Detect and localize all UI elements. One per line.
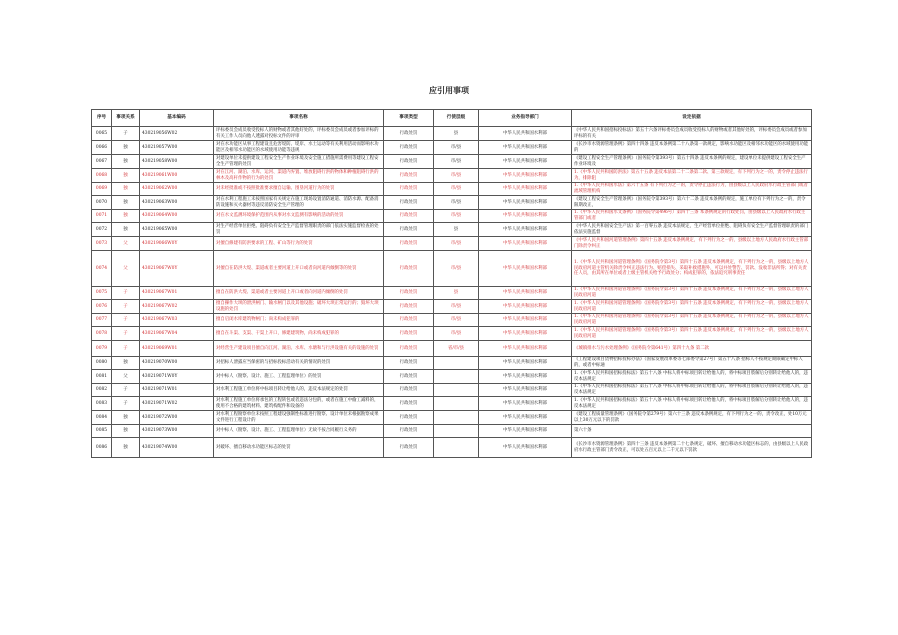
cell-no: 0076 xyxy=(92,300,112,314)
cell-basis: 《工程建设项目货物招标投标办法》（国家发展改革委等七部委令第27号）第五十八条 招标人不按规定期限确定中标人的，或者中标通 xyxy=(572,357,812,370)
cell-type: 行政处罚 xyxy=(384,210,434,223)
cell-type: 行政处罚 xyxy=(384,237,434,251)
cell-basis: 1.《中华人民共和国河道管理条例》（国务院令第3号）第四十五条 违反本条例规定，有下列行为之一的，县级以上地方人民政府河道 xyxy=(572,314,812,327)
cell-level: 市/县 xyxy=(434,300,479,314)
cell-basis: 1.《中华人民共和国河道管理条例》（国务院令第3号）第四十五条 违反本条例规定，有下列行为之一的，县级以上地方人民政府河道 xyxy=(572,300,812,314)
cell-no: 0071 xyxy=(92,210,112,223)
cell-level: 市/县 xyxy=(434,237,479,251)
cell-code: 430219074W00 xyxy=(140,438,214,458)
cell-level: 市/县 xyxy=(434,155,479,169)
cell-type: 行政处罚 xyxy=(384,425,434,438)
cell-basis: 1.《中华人民共和国招标投标法》第五十八条 中标人将中标项目转让给他人的，将中标项目肢解后分别转让给他人的，违反本法规定 xyxy=(572,370,812,384)
table-row xyxy=(92,127,812,141)
table-row xyxy=(92,411,812,425)
page-title: 应引用事项 xyxy=(429,86,469,95)
cell-relation: 独 xyxy=(112,196,140,210)
table-row xyxy=(92,370,812,384)
cell-level: 市/县 xyxy=(434,169,479,183)
cell-level: 市/县 xyxy=(434,210,479,223)
cell-name: 对擅自修建有防洪要求的工程、矿山等行为的处罚 xyxy=(214,237,384,251)
cell-code: 430219067W0Y xyxy=(140,251,214,287)
cell-name: 对破坏、擅自移动水功能区标志的处罚 xyxy=(214,438,384,458)
cell-code: 430219067W03 xyxy=(140,314,214,327)
cell-code: 430219063W00 xyxy=(140,196,214,210)
cell-type: 行政处罚 xyxy=(384,127,434,141)
cell-basis: 1.《中华人民共和国河道管理条例》（国务院令第3号）第四十五条 违反本条例规定，有下列行为之一的，县级以上地方人民政府河道 xyxy=(572,327,812,341)
table-row xyxy=(92,314,812,327)
table-row xyxy=(92,341,812,357)
cell-basis: 《建设工程安全生产管理条例》（国务院令第393号）第六十二条 违反本条例的规定，施工单位有下列行为之一的，责令限期改正， xyxy=(572,196,812,210)
cell-code: 430219064W00 xyxy=(140,210,214,223)
table-row xyxy=(92,183,812,196)
cell-code: 430219056W02 xyxy=(140,127,214,141)
col-header-basis: 设定依据 xyxy=(572,110,812,127)
cell-code: 430219067W01 xyxy=(140,287,214,300)
cell-code: 430219065W00 xyxy=(140,223,214,237)
cell-code: 430219067W04 xyxy=(140,327,214,341)
cell-type: 行政处罚 xyxy=(384,384,434,397)
cell-basis: 《建设工程质量管理条例》（国务院令第279号）第六十三条 违反本条例规定，有下列行为之一的，责令改正，处10万元以上30万元以下的罚款 xyxy=(572,411,812,425)
cell-code: 430219073W00 xyxy=(140,425,214,438)
cell-basis: 1.《中华人民共和国招标投标法》第五十八条 中标人将中标项目转让给他人的，将中标项目肢解后分别转让给他人的，违反本法规定 xyxy=(572,397,812,411)
cell-dept: 中华人民共和国水利部 xyxy=(479,223,572,237)
table-row xyxy=(92,384,812,397)
cell-level: 市/县 xyxy=(434,251,479,287)
cell-basis: 第六十条 xyxy=(572,425,812,438)
cell-name: 对在江河、湖泊、水库、运河、渠道内弃置、堆放阻碍行洪的物体和种植阻碍行洪的林木及高秆作物的行为的处罚 xyxy=(214,169,384,183)
cell-level xyxy=(434,397,479,411)
cell-name: 评标委员会成员收受投标人的财物或者其他好处的，评标委员会成员或者参加评标的有关工作人员向他人透露对投标文件的评审 xyxy=(214,127,384,141)
cell-name: 对擅自在防洪大堤、渠道或者主要河道上开口或者向河道内倾倒等的处罚 xyxy=(214,251,384,287)
cell-code: 430219057W00 xyxy=(140,141,214,155)
cell-relation: 子 xyxy=(112,397,140,411)
cell-no: 0086 xyxy=(92,438,112,458)
cell-relation: 子 xyxy=(112,384,140,397)
cell-no: 0073 xyxy=(92,237,112,251)
table-row xyxy=(92,287,812,300)
table-row xyxy=(92,327,812,341)
cell-type: 行政处罚 xyxy=(384,357,434,370)
cell-level: 市/县 xyxy=(434,314,479,327)
table-row xyxy=(92,425,812,438)
cell-basis: 《建设工程安全生产管理条例》（国务院令第393号）第五十四条 违反本条例的规定，建设单位未提供建设工程安全生产作业环境及 xyxy=(572,155,812,169)
cell-relation: 独 xyxy=(112,141,140,155)
cell-no: 0080 xyxy=(92,357,112,370)
col-header-level: 行使层级 xyxy=(434,110,479,127)
cell-basis: 《中华人民共和国安全生产法》第一百零五条 违反本法规定，生产经营单位拒绝、阻碍负有安全生产监督管理职责的部门依法实施监督 xyxy=(572,223,812,237)
cell-dept: 中华人民共和国水利部 xyxy=(479,183,572,196)
cell-relation: 父 xyxy=(112,251,140,287)
cell-type: 行政处罚 xyxy=(384,397,434,411)
col-header-relation: 事项关系 xyxy=(112,110,140,127)
cell-level: 县 xyxy=(434,127,479,141)
cell-type: 行政处罚 xyxy=(384,196,434,210)
cell-dept: 中华人民共和国水利部 xyxy=(479,397,572,411)
cell-type: 行政处罚 xyxy=(384,314,434,327)
table-row xyxy=(92,300,812,314)
cell-name: 对中标人（勘察、设计、施工、工程监理单位）无故不按合同履行义务的 xyxy=(214,425,384,438)
cell-relation: 独 xyxy=(112,155,140,169)
cell-no: 0070 xyxy=(92,196,112,210)
cell-basis: 《中华人民共和国河道管理条例》第四十五条 违反本条例规定，有下列行为之一的，县级以上地方人民政府水行政主管部门除责令纠正 xyxy=(572,237,812,251)
cell-name: 对生产经营单位拒绝、阻碍负有安全生产监督管理职责的部门依法实施监督检查的处罚 xyxy=(214,223,384,237)
cell-relation: 子 xyxy=(112,327,140,341)
cell-name: 对在水文监测环境保护范围内从事对水文监测有影响的活动的处罚 xyxy=(214,210,384,223)
cell-level xyxy=(434,438,479,458)
cell-dept: 中华人民共和国水利部 xyxy=(479,287,572,300)
table-row xyxy=(92,397,812,411)
cell-name: 对在水利工程施工未按照国家有关规定在施工现场设置消防通道、消防水源、配备消防设施和灭火器材等违反消防安全生产管理的 xyxy=(214,196,384,210)
cell-level: 县 xyxy=(434,223,479,237)
cell-dept: 中华人民共和国水利部 xyxy=(479,425,572,438)
cell-name: 擅自操作大坝的泄洪闸门、输水闸门以及其他设施；破坏大坝正常运行的；毁坏大坝设施的处罚 xyxy=(214,300,384,314)
cell-no: 0081 xyxy=(92,370,112,384)
table-row xyxy=(92,155,812,169)
cell-dept: 中华人民共和国水利部 xyxy=(479,141,572,155)
cell-type: 行政处罚 xyxy=(384,141,434,155)
cell-dept: 中华人民共和国水利部 xyxy=(479,155,572,169)
cell-dept: 中华人民共和国水利部 xyxy=(479,411,572,425)
cell-dept: 中华人民共和国水利部 xyxy=(479,357,572,370)
cell-relation: 子 xyxy=(112,341,140,357)
cell-type: 行政处罚 xyxy=(384,341,434,357)
cell-basis: 1.《中华人民共和国河道管理条例》（国务院令第3号）第四十五条 违反本条例规定，有下列行为之一的，县级以上地方人民政府河道 xyxy=(572,287,812,300)
cell-relation: 独 xyxy=(112,183,140,196)
cell-type: 行政处罚 xyxy=(384,169,434,183)
cell-code: 430219071W02 xyxy=(140,397,214,411)
cell-level xyxy=(434,357,479,370)
col-header-no: 序号 xyxy=(92,110,112,127)
cell-type: 行政处罚 xyxy=(384,287,434,300)
cell-no: 0085 xyxy=(92,425,112,438)
cell-code: 430219067W02 xyxy=(140,300,214,314)
table-row xyxy=(92,210,812,223)
cell-level: 市/县 xyxy=(434,141,479,155)
cell-relation: 父 xyxy=(112,370,140,384)
cell-dept: 中华人民共和国水利部 xyxy=(479,438,572,458)
cell-relation: 独 xyxy=(112,223,140,237)
cell-code: 430219069W01 xyxy=(140,341,214,357)
cell-no: 0068 xyxy=(92,169,112,183)
cell-code: 430219071W01 xyxy=(140,384,214,397)
cell-level xyxy=(434,370,479,384)
cell-type: 行政处罚 xyxy=(384,251,434,287)
cell-level xyxy=(434,384,479,397)
table-row xyxy=(92,438,812,458)
cell-level: 省/市/县 xyxy=(434,341,479,357)
cell-no: 0077 xyxy=(92,314,112,327)
cell-name: 对水利工程施工单位将承包的工程转包或者违法分包的，或者在施工中偷工减料的，使用不合格的建筑材料、建筑构配件和设备的 xyxy=(214,397,384,411)
cell-type: 行政处罚 xyxy=(384,155,434,169)
cell-name: 对未经批准或不按照批准要求擅自运输、围垦河道行为的处罚 xyxy=(214,183,384,196)
cell-relation: 独 xyxy=(112,357,140,370)
cell-name: 擅自启闭水库建筑物闸门；尚未构成犯罪的 xyxy=(214,314,384,327)
cell-dept: 中华人民共和国水利部 xyxy=(479,341,572,357)
cell-relation: 父 xyxy=(112,237,140,251)
cell-level xyxy=(434,425,479,438)
table-row xyxy=(92,357,812,370)
table-row xyxy=(92,196,812,210)
cell-no: 0069 xyxy=(92,183,112,196)
cell-no: 0084 xyxy=(92,411,112,425)
cell-code: 430219070W00 xyxy=(140,357,214,370)
table-row xyxy=(92,141,812,155)
cell-no: 0065 xyxy=(92,127,112,141)
cell-basis: 1.《中华人民共和国河道管理条例》（国务院令第3号）第四十五条 违反本条例规定，有下列行为之一的，县级以上地方人民政府河道主管机关除责令纠正违法行为、赔偿损失、采取补救措施外，可以并处警告、罚款、没收非法所得；对有关责任人员，由其所在单位或者上级主管机关给予行政处分；构成犯罪的，依法追究刑事责任 xyxy=(572,251,812,287)
cell-basis: 1.《中华人民共和国水法》第六十五条 有下列行为之一的，责令停止违法行为，由县级以上人民政府水行政主管部门或者流域管理机构 xyxy=(572,183,812,196)
cell-level: 市/县 xyxy=(434,183,479,196)
cell-name: 对经营生产建设项目擅自向江河、湖泊、水库、水塘和与行洪设施有关的设施的处罚 xyxy=(214,341,384,357)
cell-relation: 独 xyxy=(112,438,140,458)
cell-dept: 中华人民共和国水利部 xyxy=(479,210,572,223)
cell-level: 市/县 xyxy=(434,196,479,210)
cell-no: 0066 xyxy=(92,141,112,155)
table-row xyxy=(92,251,812,287)
cell-code: 430219062W00 xyxy=(140,183,214,196)
cell-relation: 独 xyxy=(112,411,140,425)
cell-dept: 中华人民共和国水利部 xyxy=(479,327,572,341)
cell-relation: 子 xyxy=(112,287,140,300)
cell-basis: 1.《中华人民共和国防洪法》第五十五条 违反本法第二十二条第二款、第三款规定，有下列行为之一的，责令停止违法行为，排除阻 xyxy=(572,169,812,183)
cell-code: 430219058W00 xyxy=(140,155,214,169)
cell-relation: 独 xyxy=(112,169,140,183)
cell-name: 对水利工程勘察单位未按照工程建设强制性标准进行勘察、设计单位未根据勘察成果文件进行工程设计的 xyxy=(214,411,384,425)
col-header-code: 基本编码 xyxy=(140,110,214,127)
cell-no: 0072 xyxy=(92,223,112,237)
cell-no: 0074 xyxy=(92,251,112,287)
cell-basis: 《长沙市水资源管理条例》第四十四条 违反本条例第二十八条第一款规定，影响水功能区及相邻水功能区的水域使用功能的 xyxy=(572,141,812,155)
cell-code: 430219072W00 xyxy=(140,411,214,425)
col-header-type: 事项类型 xyxy=(384,110,434,127)
cell-relation: 独 xyxy=(112,210,140,223)
cell-code: 430219071W0Y xyxy=(140,370,214,384)
cell-no: 0082 xyxy=(92,384,112,397)
col-header-dept: 业务指导部门 xyxy=(479,110,572,127)
cell-level xyxy=(434,411,479,425)
cell-no: 0075 xyxy=(92,287,112,300)
cell-name: 对招标人泄露应当保密的与招标投标活动有关的情况的处罚 xyxy=(214,357,384,370)
cell-level: 县 xyxy=(434,287,479,300)
cell-code: 430219061W00 xyxy=(140,169,214,183)
cell-dept: 中华人民共和国水利部 xyxy=(479,300,572,314)
cell-relation: 子 xyxy=(112,127,140,141)
cell-type: 行政处罚 xyxy=(384,300,434,314)
cell-name: 对建设单位未提供建设工程安全生产作业环境及安全施工措施所需费用等建设工程安全生产管理的处罚 xyxy=(214,155,384,169)
cell-basis: 《中华人民共和国招标投标法》第五十六条评标委员会成员收受投标人的财物或者其他好处的，评标委员会成员或者参加评标的有关 xyxy=(572,127,812,141)
matters-table xyxy=(91,109,812,458)
table-row xyxy=(92,237,812,251)
cell-dept: 中华人民共和国水利部 xyxy=(479,169,572,183)
cell-type: 行政处罚 xyxy=(384,370,434,384)
table-row xyxy=(92,169,812,183)
cell-dept: 中华人民共和国水利部 xyxy=(479,384,572,397)
cell-basis: 1.《中华人民共和国水文条例》（国务院令第496号）第四十三条 本条例规定的行政处罚，由县级以上人民政府水行政主管部门或者 xyxy=(572,210,812,223)
cell-relation: 子 xyxy=(112,314,140,327)
cell-no: 0083 xyxy=(92,397,112,411)
cell-dept: 中华人民共和国水利部 xyxy=(479,370,572,384)
col-header-name: 事项名称 xyxy=(214,110,384,127)
cell-dept: 中华人民共和国水利部 xyxy=(479,237,572,251)
cell-type: 行政处罚 xyxy=(384,438,434,458)
cell-dept: 中华人民共和国水利部 xyxy=(479,251,572,287)
cell-dept: 中华人民共和国水利部 xyxy=(479,127,572,141)
cell-basis: 《长沙市水资源管理条例》第四十三条 违反本条例第二十七条规定，破坏、擅自移动水功能区标志的，由县级以上人民政府水行政主管部门责令改正，可以处五百元以上二千元以下罚款 xyxy=(572,438,812,458)
table-body xyxy=(92,127,812,458)
cell-relation: 子 xyxy=(112,300,140,314)
cell-level: 市/县 xyxy=(434,327,479,341)
header-row xyxy=(92,110,812,127)
cell-name: 擅自在斗渠、支渠、干渠上开口，修建建筑物，尚未构成犯罪的 xyxy=(214,327,384,341)
cell-basis: 《城镇排水与污水处理条例》（国务院令第641号）第四十九条 第二款 xyxy=(572,341,812,357)
cell-dept: 中华人民共和国水利部 xyxy=(479,196,572,210)
cell-name: 对在水功能区从事工程建设且危害堤防、堤岸、水土运动等有关利用活动而影响水功能区及相邻水功能区的水域使用功能等违规 xyxy=(214,141,384,155)
cell-relation: 独 xyxy=(112,425,140,438)
cell-name: 擅自在防洪大堤、渠道或者主要河道上开口或者向河道内倾倒的处罚 xyxy=(214,287,384,300)
cell-no: 0079 xyxy=(92,341,112,357)
cell-no: 0067 xyxy=(92,155,112,169)
cell-type: 行政处罚 xyxy=(384,183,434,196)
table-row xyxy=(92,223,812,237)
cell-basis: 1.《中华人民共和国招标投标法》第五十八条 中标人将中标项目转让给他人的，将中标项目肢解后分别转让给他人的，违反本法规定 xyxy=(572,384,812,397)
cell-name: 对水利工程施工单位将中标项目转让给他人的，违反本法规定的处罚 xyxy=(214,384,384,397)
cell-name: 对中标人（勘察、设计、施工、工程监理单位）的处罚 xyxy=(214,370,384,384)
cell-type: 行政处罚 xyxy=(384,411,434,425)
cell-dept: 中华人民共和国水利部 xyxy=(479,314,572,327)
cell-code: 430219066W0Y xyxy=(140,237,214,251)
cell-no: 0078 xyxy=(92,327,112,341)
cell-type: 行政处罚 xyxy=(384,223,434,237)
cell-type: 行政处罚 xyxy=(384,327,434,341)
